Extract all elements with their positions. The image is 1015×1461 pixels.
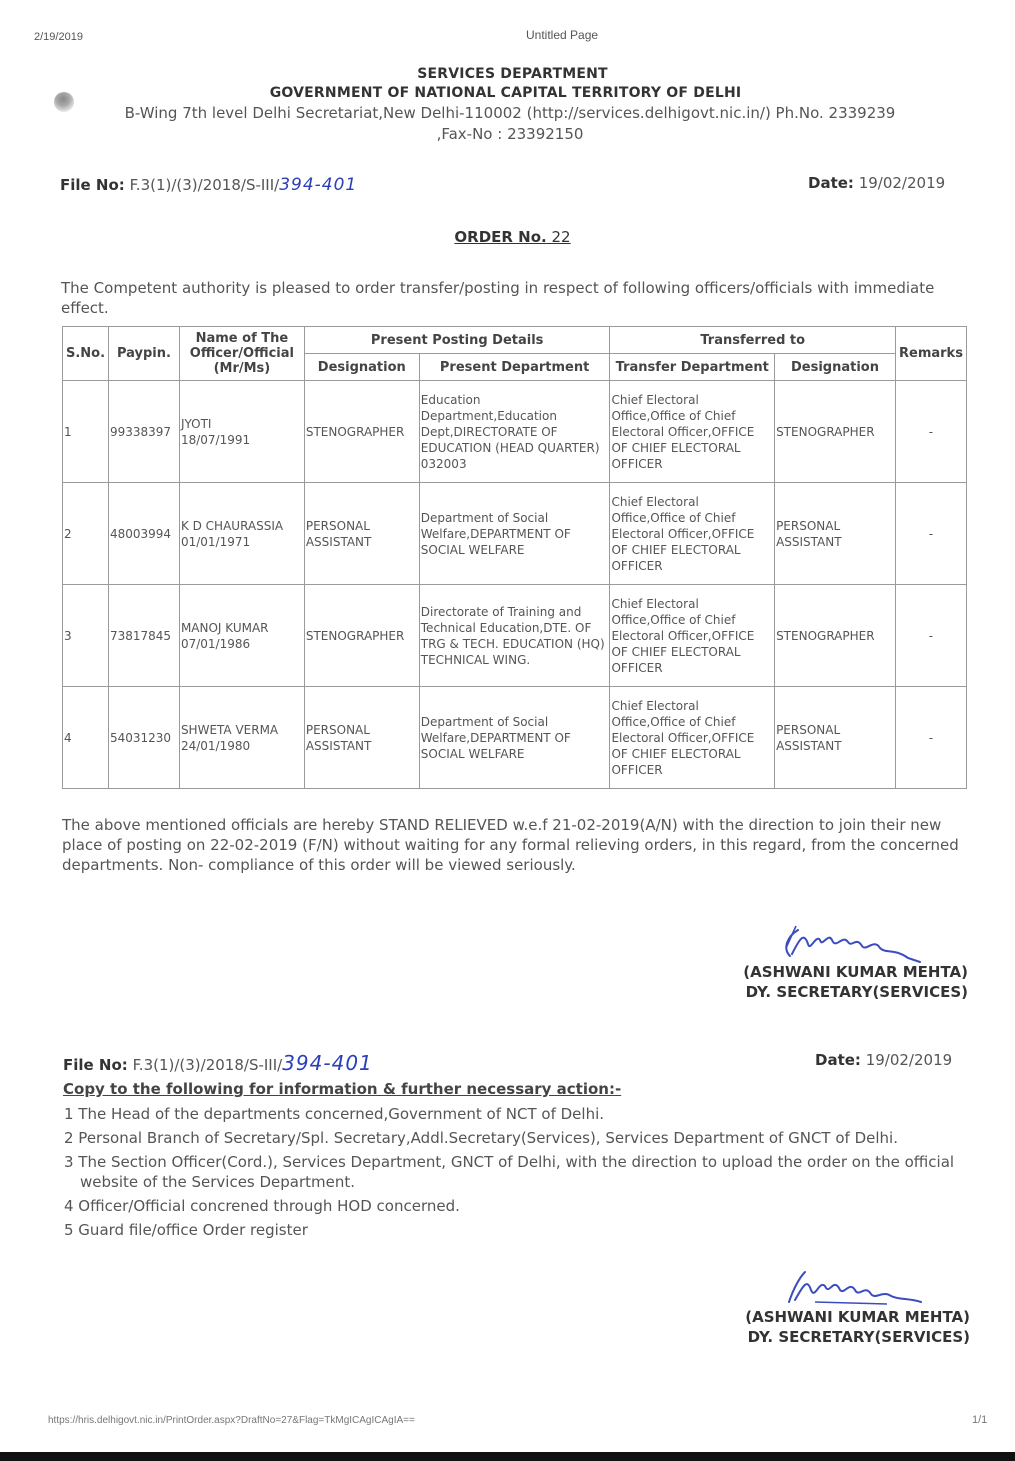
order-date-value: 19/02/2019 [858, 174, 946, 192]
signatory-name: (ASHWANI KUMAR MEHTA) [743, 963, 968, 981]
officer-name: K D CHAURASSIA [180, 518, 284, 533]
table-row [63, 381, 967, 483]
cell-transfer-designation: PERSONAL ASSISTANT [775, 483, 896, 585]
signatory-block [600, 962, 968, 1002]
copy-file-number [63, 1051, 373, 1075]
cell-transfer-designation: STENOGRAPHER [775, 585, 896, 687]
copy-date-label: Date: [815, 1051, 861, 1069]
header-remarks: Remarks [895, 327, 966, 381]
cell-name [179, 483, 304, 585]
print-footer-page: 1/1 [972, 1414, 988, 1426]
copy-date-value: 19/02/2019 [865, 1051, 953, 1069]
header-transfer-designation: Designation [775, 354, 896, 381]
table-row [63, 687, 967, 789]
print-date: 2/19/2019 [34, 31, 83, 43]
signature-image [770, 918, 930, 968]
header-paypin: Paypin. [108, 327, 179, 381]
header-designation: Designation [304, 354, 419, 381]
cell-transfer-designation: PERSONAL ASSISTANT [775, 687, 896, 789]
government-name: GOVERNMENT OF NATIONAL CAPITAL TERRITORY OF DELHI [269, 85, 742, 101]
cell-present-department: Department of Social Welfare,DEPARTMENT OF SOCIAL WELFARE [419, 483, 610, 585]
signatory-designation: DY. SECRETARY(SERVICES) [745, 983, 968, 1001]
signatory-name-2: (ASHWANI KUMAR MEHTA) [745, 1308, 970, 1326]
officer-dob: 01/01/1971 [180, 534, 251, 549]
relieving-note: The above mentioned officials are hereby STAND RELIEVED w.e.f 21-02-2019(A/N) with the direction to join their new place of posting on 22-02-2019 (F/N) without waiting for any formal relieving orders, in this regard, from the concerned departments. Non- compliance of this order will be viewed seriously. [62, 816, 959, 874]
order-date-label: Date: [808, 174, 854, 192]
order-title-label: ORDER No. [454, 228, 547, 246]
copy-list-item: 1 The Head of the departments concerned,Government of NCT of Delhi. [64, 1105, 605, 1123]
order-number: 22 [551, 228, 571, 246]
cell-remarks: - [895, 483, 966, 585]
officer-name: SHWETA VERMA [180, 722, 279, 737]
order-date [808, 174, 945, 192]
officer-dob: 24/01/1980 [180, 738, 251, 753]
header-transfer-department: Transfer Department [610, 354, 775, 381]
print-footer-url: https://hris.delhigovt.nic.in/PrintOrder.aspx?DraftNo=27&Flag=TkMgICAgICAgIA== [48, 1415, 415, 1426]
cell-designation: STENOGRAPHER [304, 381, 419, 483]
file-number-handwritten: 394-401 [279, 175, 358, 195]
signatory-designation-2: DY. SECRETARY(SERVICES) [747, 1328, 970, 1346]
copy-list-item: 3 The Section Officer(Cord.), Services Department, GNCT of Delhi, with the direction to upload the order on the official website of the Services Department. [64, 1153, 955, 1191]
officer-dob: 07/01/1986 [180, 636, 251, 651]
cell-transfer-department: Chief Electoral Office,Office of Chief Electoral Officer,OFFICE OF CHIEF ELECTORAL OFFICER [610, 381, 775, 483]
cell-name [179, 687, 304, 789]
order-title [0, 228, 1015, 246]
cell-remarks: - [895, 687, 966, 789]
header-name: Name of The Officer/Official (Mr/Ms) [179, 327, 304, 381]
copy-list-item: 5 Guard file/office Order register [64, 1221, 308, 1239]
cell-paypin: 54031230 [108, 687, 179, 789]
cell-paypin: 73817845 [108, 585, 179, 687]
copy-date [815, 1051, 952, 1069]
copy-list-item: 2 Personal Branch of Secretary/Spl. Secretary,Addl.Secretary(Services), Services Department of GNCT of Delhi. [64, 1129, 898, 1147]
order-intro: The Competent authority is pleased to order transfer/posting in respect of following officers/officials with immediate effect. [61, 279, 935, 317]
transfer-table [62, 326, 967, 789]
cell-remarks: - [895, 585, 966, 687]
cell-present-department: Education Department,Education Dept,DIRECTORATE OF EDUCATION (HEAD QUARTER) 032003 [419, 381, 610, 483]
file-number-value: F.3(1)/(3)/2018/S-III/ [129, 176, 280, 194]
cell-name [179, 585, 304, 687]
officer-dob: 18/07/1991 [180, 432, 251, 447]
cell-designation: STENOGRAPHER [304, 585, 419, 687]
file-number [60, 175, 357, 195]
cell-paypin: 99338397 [108, 381, 179, 483]
table-row [63, 585, 967, 687]
cell-transfer-department: Chief Electoral Office,Office of Chief Electoral Officer,OFFICE OF CHIEF ELECTORAL OFFICER [610, 483, 775, 585]
header-sno: S.No. [63, 327, 109, 381]
letterhead-address [55, 103, 965, 145]
print-page-title: Untitled Page [526, 28, 599, 42]
scan-edge-bar [0, 1452, 1015, 1461]
cell-sno: 2 [63, 483, 109, 585]
cell-remarks: - [895, 381, 966, 483]
cell-designation: PERSONAL ASSISTANT [304, 687, 419, 789]
officer-name: JYOTI [180, 416, 212, 431]
cell-sno: 3 [63, 585, 109, 687]
copy-list-item: 4 Officer/Official concrened through HOD concerned. [64, 1197, 460, 1215]
header-present-posting: Present Posting Details [304, 327, 610, 354]
table-row [63, 483, 967, 585]
copy-list [64, 1104, 974, 1244]
copy-heading: Copy to the following for information & further necessary action:- [63, 1080, 622, 1098]
address-line-2: ,Fax-No : 23392150 [436, 125, 584, 143]
cell-present-department: Directorate of Training and Technical Education,DTE. OF TRG & TECH. EDUCATION (HQ) TECHNICAL WING. [419, 585, 610, 687]
cell-transfer-department: Chief Electoral Office,Office of Chief Electoral Officer,OFFICE OF CHIEF ELECTORAL OFFICER [610, 687, 775, 789]
cell-designation: PERSONAL ASSISTANT [304, 483, 419, 585]
address-line-1: B-Wing 7th level Delhi Secretariat,New Delhi-110002 (http://services.delhigovt.nic.in/) Ph.No. 2339239 [124, 104, 896, 122]
signatory-block-2 [600, 1307, 970, 1347]
cell-sno: 4 [63, 687, 109, 789]
cell-paypin: 48003994 [108, 483, 179, 585]
cell-transfer-designation: STENOGRAPHER [775, 381, 896, 483]
cell-name [179, 381, 304, 483]
copy-file-number-value: F.3(1)/(3)/2018/S-III/ [132, 1056, 283, 1074]
cell-transfer-department: Chief Electoral Office,Office of Chief Electoral Officer,OFFICE OF CHIEF ELECTORAL OFFICER [610, 585, 775, 687]
header-transferred-to: Transferred to [610, 327, 895, 354]
cell-sno: 1 [63, 381, 109, 483]
officer-name: MANOJ KUMAR [180, 620, 269, 635]
header-present-department: Present Department [419, 354, 610, 381]
file-number-label: File No: [60, 176, 125, 194]
department-name: SERVICES DEPARTMENT [417, 66, 608, 82]
copy-file-number-label: File No: [63, 1056, 128, 1074]
copy-file-number-handwritten: 394-401 [282, 1051, 373, 1075]
cell-present-department: Department of Social Welfare,DEPARTMENT OF SOCIAL WELFARE [419, 687, 610, 789]
